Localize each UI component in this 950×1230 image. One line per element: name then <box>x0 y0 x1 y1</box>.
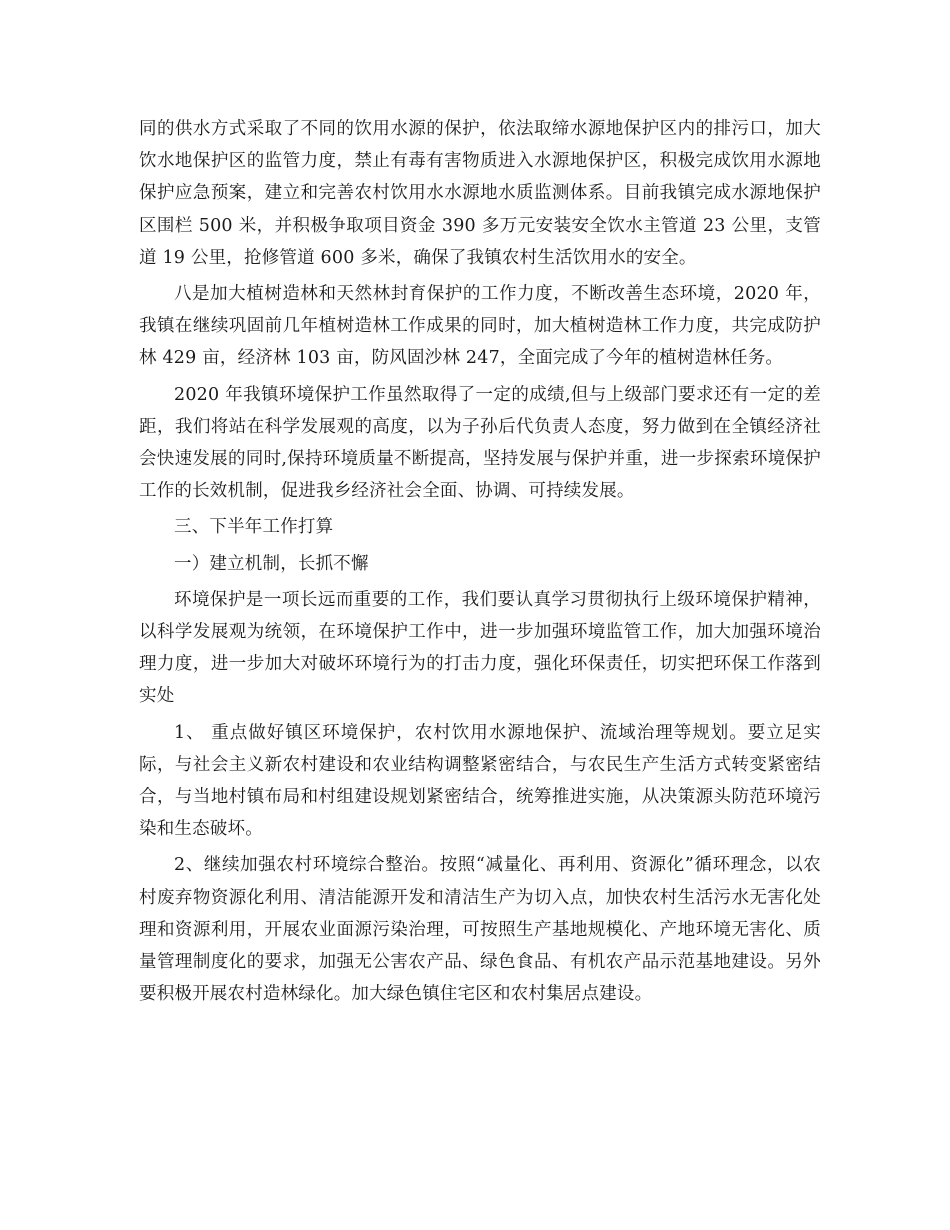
list-item-1-town-planning: 1、 重点做好镇区环境保护，农村饮用水源地保护、流域治理等规划。要立足实际，与社会主义新农村建设和农业结构调整紧密结合，与农民生产生活方式转变紧密结合，与当地村镇布局和村组建设规划紧密结合，统筹推进实施，从决策源头防范环境污染和生态破坏。 <box>139 722 821 840</box>
subheading-establish-mechanism: 一）建立机制，长抓不懈 <box>174 553 369 574</box>
section-heading-second-half-plan: 三、下半年工作打算 <box>174 517 334 538</box>
paragraph-environmental-protection-importance: 环境保护是一项长远而重要的工作，我们要认真学习贯彻执行上级环境保护精神，以科学发展观为统领，在环境保护工作中，进一步加强环境监管工作，加大加强环境治理力度，进一步加大对破坏环境行为的打击力度，强化环保责任，切实把环保工作落到实处 <box>139 589 821 707</box>
list-item-2-rural-remediation: 2、继续加强农村环境综合整治。按照“减量化、再利用、资源化”循环理念，以农村废弃物资源化利用、清洁能源开发和清洁生产为切入点，加快农村生活污水无害化处理和资源利用，开展农业面源污染治理，可按照生产基地规模化、产地环境无害化、质量管理制度化的要求，加强无公害农产品、绿色食品、有机农产品示范基地建设。另外要积极开展农村造林绿化。加大绿色镇住宅区和农村集居点建设。 <box>139 855 821 1005</box>
document-body <box>139 113 821 1010</box>
paragraph-water-source-protection: 同的供水方式采取了不同的饮用水源的保护，依法取缔水源地保护区内的排污口，加大饮水地保护区的监管力度，禁止有毒有害物质进入水源地保护区，积极完成饮用水源地保护应急预案，建立和完善农村饮用水水源地水质监测体系。目前我镇完成水源地保护区围栏 500 米，并积极争取项目资金 390 多万元安装安全饮水主管道 23 公里，支管道 19 公里，抢修管道 600 多米，确保了我镇农村生活饮用水的安全。 <box>139 119 821 268</box>
paragraph-afforestation: 八是加大植树造林和天然林封育保护的工作力度，不断改善生态环境，2020 年，我镇在继续巩固前几年植树造林工作成果的同时，加大植树造林工作力度，共完成防护林 429 亩，经济林 103 亩，防风固沙林 247，全面完成了今年的植树造林任务。 <box>139 284 821 369</box>
paragraph-2020-summary: 2020 年我镇环境保护工作虽然取得了一定的成绩,但与上级部门要求还有一定的差距，我们将站在科学发展观的高度，以为子孙后代负责人态度，努力做到在全镇经济社会快速发展的同时,保持环境质量不断提高，坚持发展与保护并重，进一步探索环境保护工作的长效机制，促进我乡经济社会全面、协调、可持续发展。 <box>139 384 821 502</box>
